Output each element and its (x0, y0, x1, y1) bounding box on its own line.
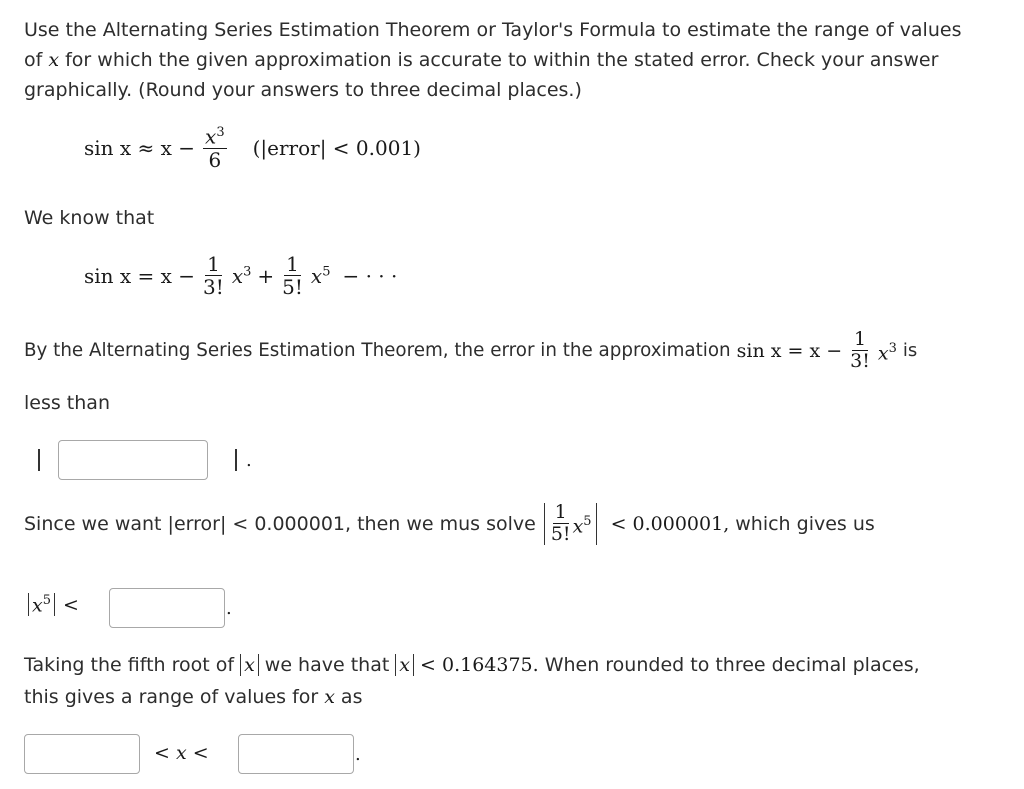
lower-bound-input[interactable] (24, 734, 140, 774)
error-condition: (|error| < 0.001) (252, 136, 421, 161)
abs-bar-left (38, 449, 40, 471)
intro-line-2: of x for which the given approximation is accurate to within the stated error. Check your answer (24, 49, 939, 71)
we-know-that: We know that (24, 207, 155, 229)
approx-lhs: sin x ≈ x − (84, 136, 196, 161)
range-inequality: < x < (154, 742, 209, 764)
intro-line-1: Use the Alternating Series Estimation Theorem or Taylor's Formula to estimate the range of values (24, 19, 962, 41)
taylor-series: sin x = x − $\frac{1}{3!}$ $x^3$ + $\frac{1}{5!}$ $x^5$ − · · · (84, 252, 398, 299)
error-bound-input[interactable] (58, 440, 208, 480)
problem-statement (24, 15, 1004, 105)
approximation-formula (84, 126, 421, 171)
answer1-period: . (246, 450, 252, 471)
x5-bound-input[interactable] (109, 588, 225, 628)
solve-statement: Since we want |error| < 0.000001, then we mus solve $\frac{1}{5!}$ $x^5$ < 0.000001, which gives us (24, 501, 875, 545)
x5-inequality: $x^5$ < (28, 593, 79, 616)
upper-bound-input[interactable] (238, 734, 354, 774)
answer2-period: . (226, 598, 232, 619)
answer3-period: . (355, 744, 361, 765)
abs-bar-right (235, 449, 237, 471)
intro-line-3: graphically. (Round your answers to three decimal places.) (24, 79, 582, 101)
series-term-1: $\frac{1}{3!}$ (203, 252, 224, 299)
approx-fraction: $\frac{x^3}{6}$ (205, 124, 225, 172)
fifth-root-statement: Taking the fifth root of x we have that x < 0.164375. When rounded to three decimal places, this gives a range of values for x as (24, 654, 920, 708)
error-statement: By the Alternating Series Estimation Theorem, the error in the approximation sin x = x − $\frac{1}{3!}$ $x^3$ is (24, 328, 918, 372)
series-term-2: $\frac{1}{5!}$ (282, 252, 303, 299)
less-than-label: less than (24, 392, 110, 414)
